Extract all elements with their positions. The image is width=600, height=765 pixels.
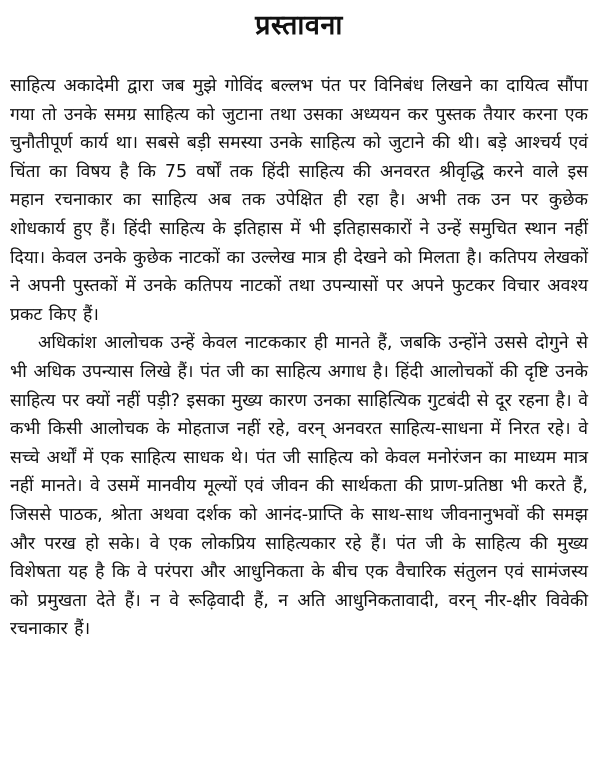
paragraph-2: अधिकांश आलोचक उन्हें केवल नाटककार ही मानते हैं, जबकि उन्होंने उससे दोगुने से भी अधिक उपन्यास लिखे हैं। पंत जी का साहित्य अगाध है। हिंदी आलोचकों की दृष्टि उनके साहित्य पर क्यों नहीं पड़ी? इसका मुख्य कारण उनका साहित्यिक गुटबंदी से दूर रहना है। वे कभी किसी आलोचक के मोहताज नहीं रहे, वरन् अनवरत साहित्य-साधना में निरत रहे। वे सच्चे अर्थों में एक साहित्य साधक थे। पंत जी साहित्य को केवल मनोरंजन का माध्यम मात्र नहीं मानते। वे उसमें मानवीय मूल्यों एवं जीवन की सार्थकता की प्राण-प्रतिष्ठा भी करते हैं, जिससे पाठक, श्रोता अथवा दर्शक को आनंद-प्राप्ति के साथ-साथ जीवनानुभवों की समझ और परख हो सके। वे एक लोकप्रिय साहित्यकार रहे हैं। पंत जी के साहित्य की मुख्य विशेषता यह है कि वे परंपरा और आधुनिकता के बीच एक वैचारिक संतुलन एवं सामंजस्य को प्रमुखता देते हैं। न वे रूढ़िवादी हैं, न अति आधुनिकतावादी, वरन् नीर-क्षीर विवेकी रचनाकार हैं।	[10, 333, 588, 640]
paragraph-1: साहित्य अकादेमी द्वारा जब मुझे गोविंद बल्लभ पंत पर विनिबंध लिखने का दायित्व सौंपा गया तो उनके समग्र साहित्य को जुटाना तथा उसका अध्ययन कर पुस्तक तैयार करना एक चुनौतीपूर्ण कार्य था। सबसे बड़ी समस्या उनके साहित्य को जुटाने की थी। बड़े आश्चर्य एवं चिंता का विषय है कि 75 वर्षों तक हिंदी साहित्य की अनवरत श्रीवृद्धि करने वाले इस महान रचनाकार का साहित्य अब तक उपेक्षित ही रहा है। अभी तक उन पर कुछेक शोधकार्य हुए हैं। हिंदी साहित्य के इतिहास में भी इतिहासकारों ने उन्हें समुचित स्थान नहीं दिया। केवल उनके कुछेक नाटकों का उल्लेख मात्र ही देखने को मिलता है। कतिपय लेखकों ने अपनी पुस्तकों में उनके कतिपय नाटकों तथा उपन्यासों पर अपने फुटकर विचार अवश्य प्रकट किए हैं।	[10, 76, 588, 325]
page-title: प्रस्तावना	[255, 10, 343, 41]
